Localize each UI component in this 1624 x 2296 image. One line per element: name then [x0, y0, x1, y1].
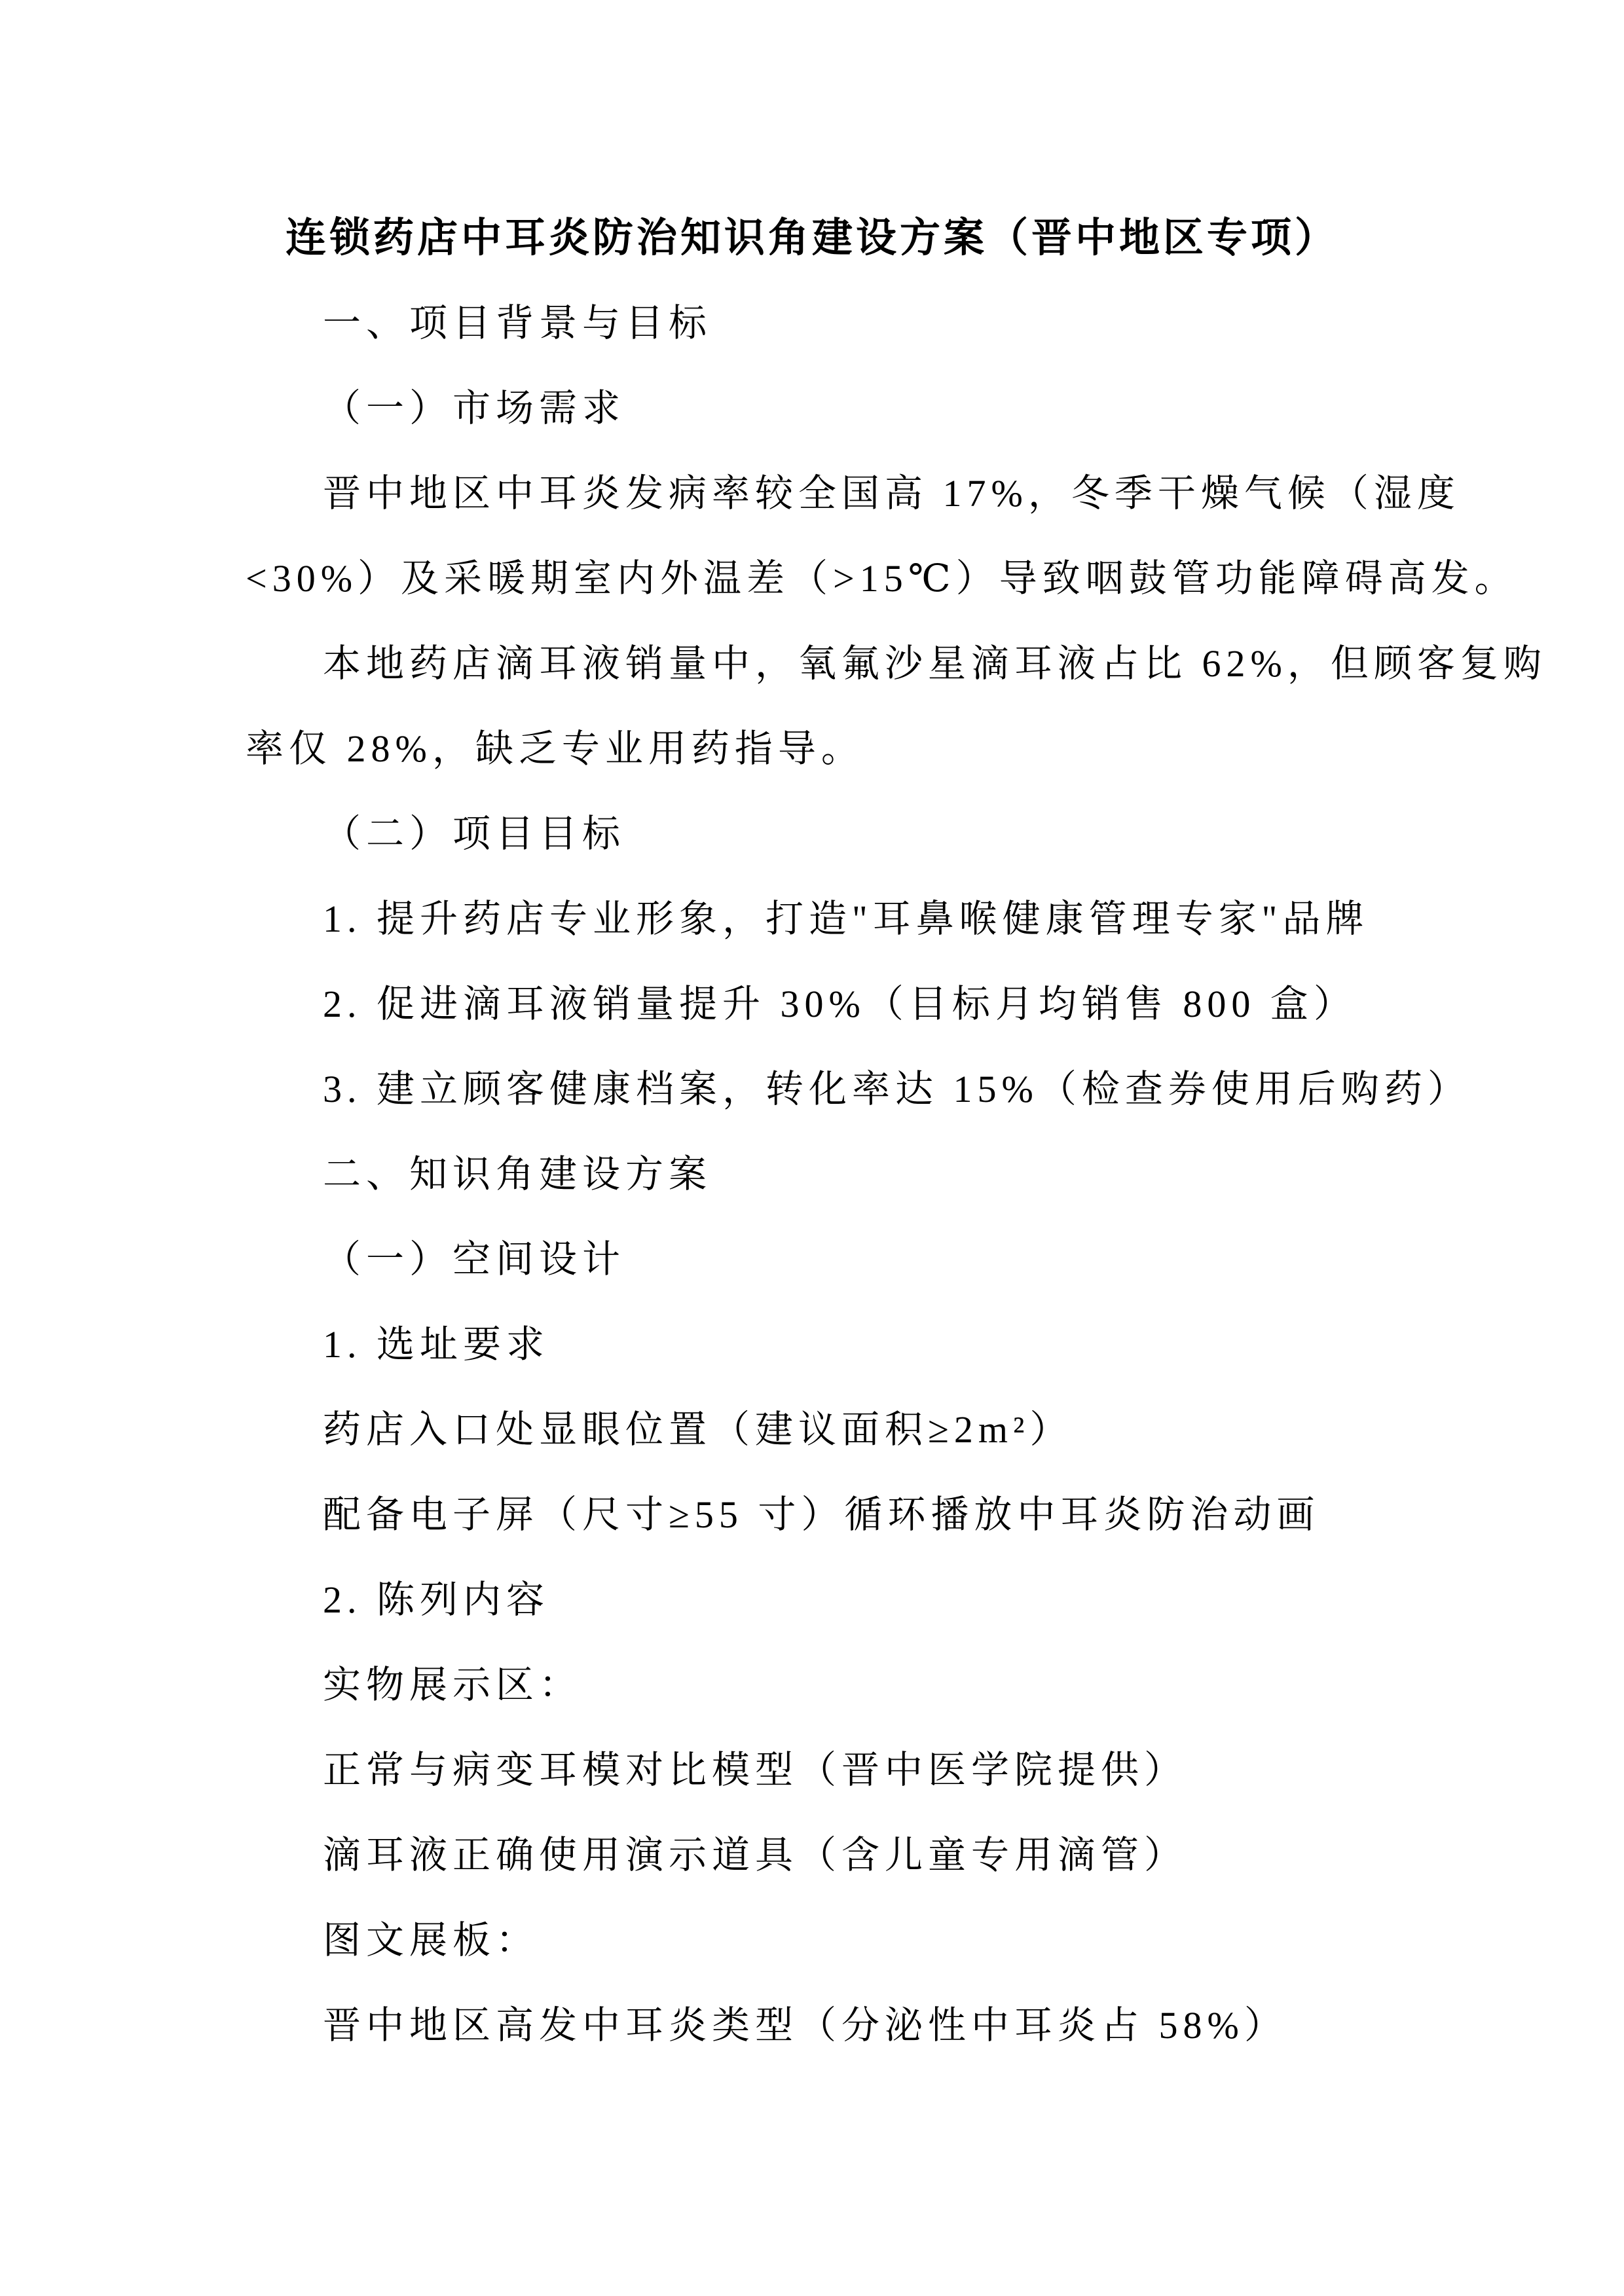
- doc-line: 1. 提升药店专业形象，打造"耳鼻喉健康管理专家"品牌: [323, 898, 1369, 940]
- doc-line: 一、项目背景与目标: [323, 302, 712, 344]
- doc-line: 配备电子屏（尺寸≥55 寸）循环播放中耳炎防治动画: [323, 1493, 1320, 1536]
- doc-line: 1. 选址要求: [323, 1323, 550, 1366]
- doc-line: 正常与病变耳模对比模型（晋中医学院提供）: [323, 1749, 1188, 1791]
- doc-line: 本地药店滴耳液销量中，氧氟沙星滴耳液占比 62%，但顾客复购: [323, 642, 1547, 685]
- doc-line: （一）空间设计: [323, 1238, 626, 1281]
- doc-line: 2. 促进滴耳液销量提升 30%（目标月均销售 800 盒）: [323, 983, 1357, 1025]
- doc-line: <30%）及采暖期室内外温差（>15℃）导致咽鼓管功能障碍高发。: [246, 557, 1518, 600]
- doc-line: 药店入口处显眼位置（建议面积≥2m²）: [323, 1408, 1073, 1451]
- doc-line: 3. 建立顾客健康档案，转化率达 15%（检查券使用后购药）: [323, 1068, 1471, 1110]
- doc-line: 晋中地区高发中耳炎类型（分泌性中耳炎占 58%）: [323, 2004, 1287, 2047]
- document-content: [246, 196, 1547, 2068]
- doc-line: （二）项目目标: [323, 812, 626, 855]
- doc-line: 2. 陈列内容: [323, 1578, 550, 1621]
- document-body: [246, 281, 1547, 2068]
- document-title: 连锁药店中耳炎防治知识角建设方案（晋中地区专项）: [285, 216, 1338, 261]
- doc-line: （一）市场需求: [323, 387, 626, 429]
- doc-line: 率仅 28%，缺乏专业用药指导。: [246, 727, 864, 770]
- doc-line: 滴耳液正确使用演示道具（含儿童专用滴管）: [323, 1834, 1188, 1876]
- doc-line: 晋中地区中耳炎发病率较全国高 17%，冬季干燥气候（湿度: [323, 472, 1460, 515]
- doc-line: 二、知识角建设方案: [323, 1153, 712, 1195]
- doc-line: 图文展板：: [323, 1919, 540, 1961]
- doc-line: 实物展示区：: [323, 1664, 583, 1706]
